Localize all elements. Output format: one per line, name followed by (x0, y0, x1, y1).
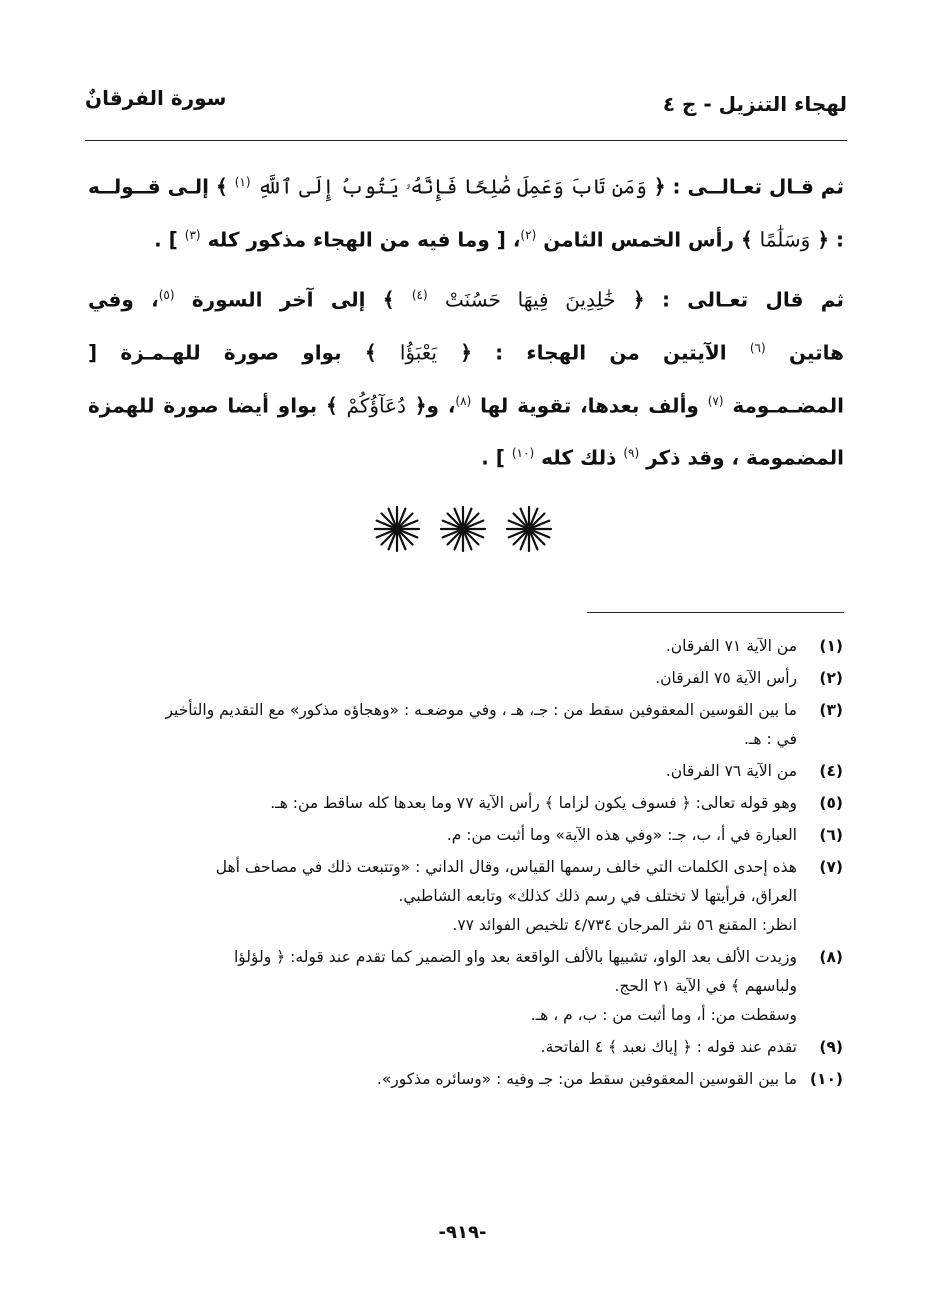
footnote-line: ما بين القوسين المعقوفين سقط من: جـ وفيه : «وسائره مذكور». (376, 1070, 797, 1088)
footnote-ref: (٢) (520, 227, 537, 242)
text-run: وألف بعدها، تقوية لها (480, 393, 699, 418)
footnote-ref: (٩) (623, 446, 640, 461)
text-run: ] . (154, 227, 178, 252)
main-text (88, 158, 844, 490)
footnote-line: هذه إحدى الكلمات التي خالف رسمها القياس، وقال الداني : «وتتبعت ذلك في مصاحف أهل (215, 858, 797, 876)
footnote-number: (٨) (819, 948, 843, 966)
footnote-number: (٦) (819, 826, 843, 844)
footnote-line: وسقطت من: أ، وما أثبت من : ب، م ، هـ. (530, 1006, 797, 1024)
section-ornament (0, 505, 925, 555)
footnote-number: (٣) (819, 701, 843, 719)
text-run: ] . (481, 445, 505, 470)
footnote-ref: (٤) (411, 288, 428, 303)
quran-quote: خَٰلِدِينَ فِيهَا حَسُنَتْ (445, 287, 616, 312)
text-run: ثم قال تعـالى : ﴿ (632, 287, 844, 312)
text-run: ﴾ إلـى قــولــه : ﴿ (88, 174, 844, 252)
footnote-line: من الآية ٧٦ الفرقان. (665, 762, 797, 780)
footnote-9 (85, 1033, 843, 1062)
footnote-ref: (٥) (158, 288, 175, 303)
quran-quote: وَمَن تَابَ وَعَمِلَ صَٰلِحًا فَإِنَّهُۥ يَتُوبُ إِلَى ٱللَّهِ (257, 174, 647, 199)
footnote-line: رأس الآية ٧٥ الفرقان. (655, 669, 797, 687)
footnote-number: (١٠) (809, 1070, 843, 1088)
footnote-3 (85, 696, 843, 754)
paragraph-1 (88, 158, 844, 263)
footnote-text (85, 943, 797, 1030)
footnote-ref: (٣) (184, 227, 201, 242)
running-header (85, 86, 847, 130)
text-run: ﴾ بواو صورة للهـمـزة [ المضـمـومة (88, 340, 844, 418)
footnote-ref: (١٠) (511, 446, 535, 461)
asterisk-star-icon (505, 505, 553, 553)
footnote-line: من الآية ٧١ الفرقان. (665, 637, 797, 655)
footnote-2 (85, 664, 843, 693)
footnote-number: (٥) (819, 794, 843, 812)
footnote-line: تقدم عند قوله : ﴿ إياك نعبد ﴾ ٤ الفاتحة. (540, 1038, 797, 1056)
text-run: ﴾ رأس الخمس الثامن (543, 227, 753, 252)
text-run: ﴾ إلى آخر السورة (191, 287, 395, 312)
quran-quote: دُعَآؤُكُمْ (346, 393, 406, 418)
footnote-line: انظر: المقنع ٥٦ نثر المرجان ٤/٧٣٤ تلخيص الفوائد ٧٧. (452, 916, 797, 934)
footnote-1 (85, 632, 843, 661)
quran-quote: وَسَلَٰمًا (759, 227, 811, 252)
quran-quote: يَعْبَؤُا (399, 340, 437, 365)
footnote-text (85, 664, 797, 693)
footnote-line: العراق، فرأيتها لا تختلف في رسم ذلك كذلك» وتابعه الشاطبي. (398, 887, 797, 905)
text-run: ﴾ بواو أيضا صورة للهمزة المضمومة ، وقد ذكر (88, 393, 844, 470)
footnote-5 (85, 789, 843, 818)
footnote-7 (85, 853, 843, 940)
footnote-line: العبارة في أ، ب، جـ: «وفي هذه الآية» وما أثبت من: م. (446, 826, 797, 844)
footnote-number: (٢) (819, 669, 843, 687)
header-divider (85, 140, 847, 141)
footnote-ref: (٦) (749, 340, 766, 355)
footnote-line: ولباسهم ﴾ في الآية ٢١ الحج. (614, 977, 797, 995)
footnote-ref: (١) (234, 175, 251, 189)
asterisk-star-icon (373, 505, 421, 553)
footnote-line: في : هـ. (743, 730, 797, 748)
footnote-number: (٤) (819, 762, 843, 780)
footnote-text (85, 632, 797, 661)
page-number: -٩١٩- (438, 1222, 487, 1243)
footnotes (85, 632, 843, 1097)
book-title: لهجاء التنزيل - ج ٤ (662, 92, 847, 116)
footnote-divider (587, 612, 844, 613)
footnote-ref: (٧) (707, 393, 724, 408)
footnote-text (85, 696, 797, 754)
text-run: ، [ وما فيه من الهجاء مذكور كله (207, 227, 521, 252)
text-run: ، و﴿ (414, 393, 456, 418)
footnote-line: وزيدت الألف بعد الواو، تشبيها بالألف الواقعة بعد واو الضمير كما تقدم عند قوله: ﴿ ولؤلؤا (233, 948, 797, 966)
footnote-text (85, 853, 797, 940)
footnote-line: وهو قوله تعالى: ﴿ فسوف يكون لزاما ﴾ رأس الآية ٧٧ وما بعدها كله ساقط من: هـ. (270, 794, 797, 812)
footnote-text (85, 821, 797, 850)
footnote-10 (85, 1065, 843, 1094)
footnote-text (85, 1033, 797, 1062)
footnote-line: ما بين القوسين المعقوفين سقط من : جـ، هـ ، وفي موضعـه : «وهجاؤه مذكور» مع التقديم والتأخير (165, 701, 797, 719)
footnote-number: (١) (819, 637, 843, 655)
footnote-8 (85, 943, 843, 1030)
footnote-text (85, 789, 797, 818)
footnote-text (85, 757, 797, 786)
footnote-6 (85, 821, 843, 850)
footnote-ref: (٨) (455, 393, 472, 408)
asterisk-star-icon (439, 505, 487, 553)
footnote-4 (85, 757, 843, 786)
text-run: الآيتين من الهجاء : ﴿ (460, 340, 727, 365)
paragraph-2 (88, 271, 844, 482)
text-run: ذلك كله (541, 445, 617, 470)
footnote-number: (٩) (819, 1038, 843, 1056)
footnote-text (85, 1065, 797, 1094)
footnote-number: (٧) (819, 858, 843, 876)
text-run: ثم قـال تعـالــى : ﴿ (653, 174, 844, 199)
surah-name: سورة الفرقانٌ (85, 86, 227, 110)
text-run: ، وفي هاتين (88, 287, 844, 365)
